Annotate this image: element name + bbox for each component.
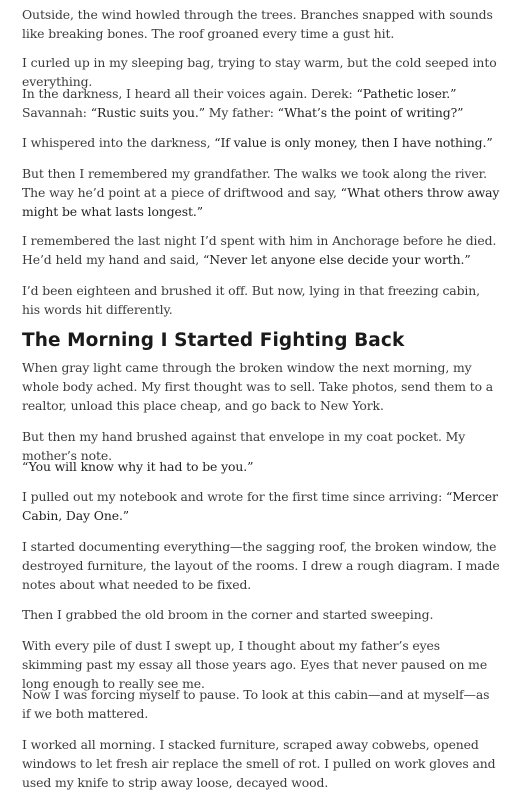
paragraph — [22, 605, 500, 624]
paragraph-text: Savannah: — [22, 105, 91, 120]
quote-text: “Never let anyone else decide your worth.” — [202, 252, 471, 267]
quote-text: “What’s the point of writing?” — [277, 105, 464, 120]
paragraph-text: Now I was forcing myself to pause. To look at this cabin—and at myself—as if we both mattered. — [22, 687, 490, 721]
paragraph-text: I curled up in my sleeping bag, trying to stay warm, but the cold seeped into everything. — [22, 55, 497, 89]
paragraph-text: I started documenting everything—the sagging roof, the broken window, the destroyed furniture, the layout of the rooms. I drew a rough diagram. I made notes about what needed to be fixed. — [22, 539, 500, 592]
quote-text: “Rustic suits you.” — [90, 105, 205, 120]
paragraph-text: But then my hand brushed against that envelope in my coat pocket. My mother’s note. — [22, 429, 466, 463]
paragraph — [22, 685, 500, 723]
quote-text: “If value is only money, then I have nothing.” — [214, 135, 493, 150]
quote-text: “You will know why it had to be you.” — [22, 459, 254, 474]
paragraph-text: Then I grabbed the old broom in the corner and started sweeping. — [22, 607, 434, 622]
paragraph-text: But then I remembered my grandfather. The walks we took along the river. The way he’d point at a piece of driftwood and say, — [22, 166, 487, 200]
paragraph — [22, 358, 500, 415]
paragraph — [22, 231, 500, 269]
paragraph — [22, 735, 500, 792]
paragraph-text: In the darkness, I heard all their voices again. Derek: — [22, 86, 357, 101]
paragraph — [22, 281, 500, 319]
quote-text: “Mercer Cabin, Day One.” — [22, 489, 498, 523]
paragraph — [22, 487, 500, 525]
quote-text: “Pathetic loser.” — [356, 86, 457, 101]
paragraph — [22, 5, 500, 43]
paragraph-text: I’d been eighteen and brushed it off. But now, lying in that freezing cabin, his words hit differently. — [22, 283, 480, 317]
quote-text: “What others throw away might be what lasts longest.” — [22, 185, 500, 219]
paragraph-text: I whispered into the darkness, — [22, 135, 215, 150]
paragraph — [22, 457, 500, 476]
paragraph-text: I remembered the last night I’d spent with him in Anchorage before he died. He’d held my hand and said, — [22, 233, 497, 267]
paragraph-text: With every pile of dust I swept up, I thought about my father’s eyes skimming past my essay all those years ago. Eyes that never paused on me long enough to really see me. — [22, 638, 488, 691]
section-heading: The Morning I Started Fighting Back — [22, 330, 405, 351]
paragraph — [22, 537, 500, 594]
paragraph — [22, 164, 500, 221]
paragraph-text: Outside, the wind howled through the trees. Branches snapped with sounds like breaking bones. The roof groaned every time a gust hit. — [22, 7, 493, 41]
paragraph-text: My father: — [204, 105, 278, 120]
paragraph-text: I worked all morning. I stacked furniture, scraped away cobwebs, opened windows to let fresh air replace the smell of rot. I pulled on work gloves and used my knife to strip away loose, decayed wood. — [22, 737, 496, 790]
paragraph-text: When gray light came through the broken window the next morning, my whole body ached. My first thought was to sell. Take photos, send them to a realtor, unload this place cheap, and go back to New York. — [22, 360, 494, 413]
paragraph-text: I pulled out my notebook and wrote for the first time since arriving: — [22, 489, 446, 504]
paragraph — [22, 84, 500, 122]
paragraph — [22, 133, 500, 152]
